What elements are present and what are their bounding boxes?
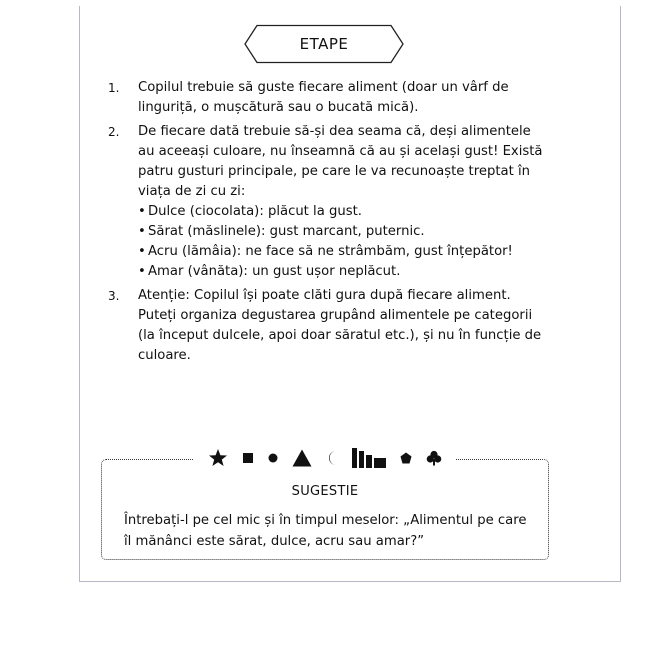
taste-item: • Sărat (măslinele): gust marcant, puternic. — [138, 222, 548, 242]
square-icon — [242, 452, 254, 464]
star-icon — [208, 448, 228, 468]
clover-icon — [426, 450, 442, 466]
triangle-icon — [292, 449, 312, 467]
title-badge — [243, 24, 405, 64]
circle-icon — [268, 453, 278, 463]
step-item — [108, 78, 548, 118]
step-number: 2. — [108, 125, 120, 139]
step-number: 1. — [108, 81, 120, 95]
steps-list — [108, 78, 548, 370]
step-text: Copilul trebuie să guste fiecare aliment (doar un vârf de linguriță, o mușcătură sau o bucată mică). — [138, 80, 509, 115]
taste-list — [138, 202, 548, 282]
taste-item: • Amar (vânăta): un gust ușor neplăcut. — [138, 262, 548, 282]
suggestion-text: Întrebați-l pe cel mic și în timpul meselor: „Alimentul pe care îl mănânci este sărat, dulce, acru sau amar?” — [124, 513, 527, 549]
taste-item: • Dulce (ciocolata): plăcut la gust. — [138, 202, 548, 222]
page-title: ETAPE — [299, 35, 349, 53]
step-item — [108, 286, 548, 366]
step-text: De fiecare dată trebuie să-și dea seama că, deși alimentele au aceeași culoare, nu înseamnă că au și același gust! Există patru gusturi principale, pe care le va recunoaște treptat în viața de zi cu zi: — [138, 124, 543, 199]
bars-icon — [352, 448, 386, 468]
crescent-icon — [326, 450, 338, 466]
taste-item: • Acru (lămâia): ne face să ne strâmbăm, gust înțepător! — [138, 242, 548, 262]
step-item — [108, 122, 548, 282]
decorative-shapes-row — [194, 442, 456, 474]
step-text: Atenție: Copilul își poate clăti gura după fiecare aliment. Puteți organiza degustarea grupând alimentele pe categorii (la început dulcele, apoi doar săratul etc.), și nu în funcție de culoare. — [138, 288, 542, 363]
pentagon-icon — [400, 452, 412, 464]
step-number: 3. — [108, 289, 120, 303]
suggestion-title: SUGESTIE — [291, 484, 359, 499]
